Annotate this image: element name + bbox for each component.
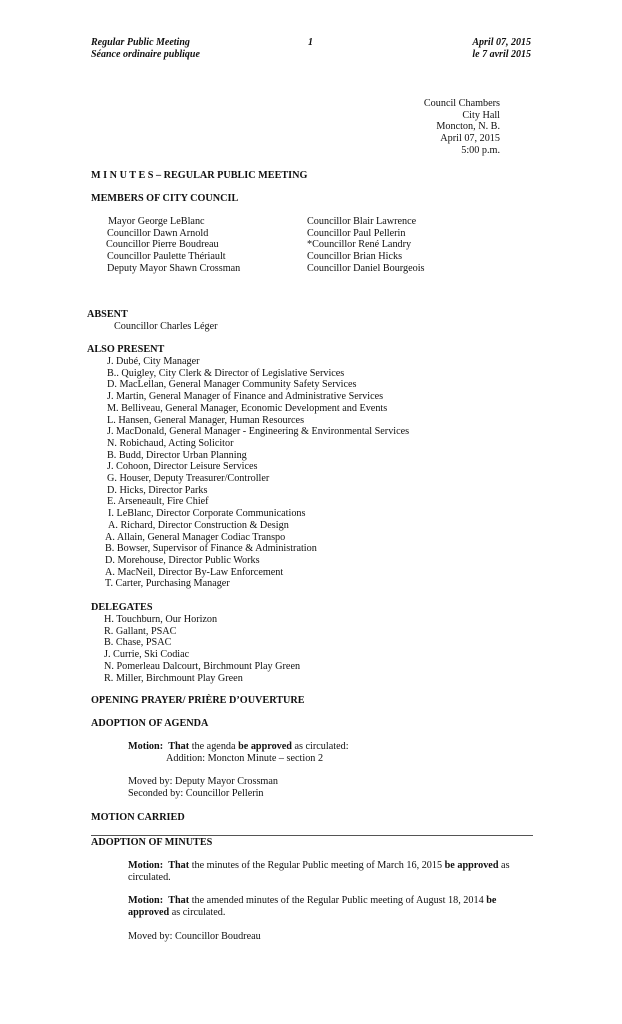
- staff-name: D. Morehouse, Director Public Works: [105, 554, 260, 566]
- member-name: Councillor Daniel Bourgeois: [307, 262, 425, 274]
- staff-name: T. Carter, Purchasing Manager: [105, 578, 230, 590]
- motion-bold: be approved: [128, 895, 497, 918]
- motion-bold: be approved: [444, 860, 499, 871]
- motion-text-tail: as circulated:: [291, 741, 349, 752]
- also-present-heading: ALSO PRESENT: [87, 344, 165, 355]
- section-divider: [91, 835, 533, 836]
- staff-name: I. LeBlanc, Director Corporate Communications: [108, 508, 306, 520]
- staff-name: J. Martin, General Manager of Finance and Administrative Services: [107, 391, 384, 403]
- delegate-name: N. Pomerleau Dalcourt, Birchmount Play Green: [104, 660, 301, 672]
- staff-name: M. Belliveau, General Manager, Economic Development and Events: [107, 402, 388, 414]
- member-name: *Councillor René Landry: [307, 239, 412, 251]
- header-date-fr: le 7 avril 2015: [472, 49, 531, 60]
- address-line: City Hall: [462, 109, 500, 121]
- motion-that: That: [168, 860, 190, 871]
- motion-text: the minutes of the Regular Public meeting of March 16, 2015: [189, 860, 445, 871]
- staff-name: J. MacDonald, General Manager - Engineering & Environmental Services: [107, 426, 410, 438]
- motion-text-tail: as circulated.: [169, 907, 226, 918]
- staff-name: E. Arseneault, Fire Chief: [107, 496, 209, 508]
- member-name: Deputy Mayor Shawn Crossman: [107, 262, 241, 274]
- staff-name: D. MacLellan, General Manager Community Safety Services: [107, 379, 357, 391]
- address-block: [424, 98, 500, 157]
- agenda-moved-by: Moved by: Deputy Mayor Crossman: [128, 776, 278, 787]
- members-heading: MEMBERS OF CITY COUNCIL: [91, 193, 239, 204]
- address-line: April 07, 2015: [440, 133, 500, 145]
- delegates-list: [104, 614, 300, 684]
- staff-name: B. Budd, Director Urban Planning: [107, 449, 247, 461]
- motion-bold: be approved: [238, 741, 292, 752]
- staff-name: B. Bowser, Supervisor of Finance & Administration: [105, 543, 317, 555]
- header-meeting-title-fr: Séance ordinaire publique: [91, 49, 200, 60]
- member-name: Mayor George LeBlanc: [108, 216, 205, 227]
- minutes-moved-by: Moved by: Councillor Boudreau: [128, 931, 261, 942]
- minutes-heading: ADOPTION OF MINUTES: [91, 837, 213, 848]
- staff-name: J. Cohoon, Director Leisure Services: [107, 461, 258, 473]
- agenda-heading: ADOPTION OF AGENDA: [91, 718, 209, 729]
- motion-text-tail: as circulated.: [128, 860, 510, 883]
- member-name: Councillor Paulette Thériault: [107, 251, 226, 263]
- header-meeting-title: Regular Public Meeting: [91, 37, 190, 48]
- motion-carried: MOTION CARRIED: [91, 812, 185, 823]
- also-present-list: [104, 356, 409, 590]
- members-left-list: [106, 216, 240, 275]
- member-name: Councillor Brian Hicks: [307, 251, 403, 263]
- staff-name: L. Hansen, General Manager, Human Resources: [107, 414, 305, 426]
- absent-heading: ABSENT: [87, 309, 128, 320]
- address-line: Moncton, N. B.: [436, 121, 500, 133]
- delegates-heading: DELEGATES: [91, 602, 153, 613]
- minutes-motion-1: [128, 860, 533, 884]
- delegate-name: R. Miller, Birchmount Play Green: [104, 672, 243, 684]
- staff-name: A. Allain, General Manager Codiac Transpo: [105, 531, 286, 543]
- staff-name: J. Dubé, City Manager: [107, 356, 200, 367]
- delegate-name: R. Gallant, PSAC: [104, 625, 177, 637]
- minutes-motion-2: [128, 895, 518, 919]
- delegate-name: J. Currie, Ski Codiac: [104, 649, 190, 661]
- motion-that: That: [168, 741, 190, 752]
- members-right-list: [307, 216, 425, 275]
- delegate-name: B. Chase, PSAC: [104, 637, 172, 649]
- agenda-addition: Addition: Moncton Minute – section 2: [166, 753, 324, 764]
- document-title: M I N U T E S – REGULAR PUBLIC MEETING: [91, 170, 308, 181]
- motion-that: That: [168, 895, 190, 906]
- staff-name: A. MacNeil, Director By-Law Enforcement: [105, 566, 284, 578]
- motion-label: Motion:: [128, 860, 164, 871]
- motion-text: the agenda: [189, 741, 239, 752]
- member-name: Councillor Pierre Boudreau: [106, 239, 219, 251]
- address-line: 5:00 p.m.: [461, 144, 500, 156]
- member-name: Councillor Paul Pellerin: [307, 227, 406, 239]
- agenda-motion: [128, 741, 349, 753]
- staff-name: G. Houser, Deputy Treasurer/Controller: [107, 473, 270, 485]
- opening-prayer-heading: OPENING PRAYER/ PRIÈRE D’OUVERTURE: [91, 695, 305, 706]
- header-date: April 07, 2015: [472, 37, 531, 48]
- address-line: Council Chambers: [423, 98, 500, 109]
- motion-label: Motion:: [128, 895, 164, 906]
- staff-name: D. Hicks, Director Parks: [107, 484, 208, 496]
- motion-label: Motion:: [128, 741, 164, 752]
- staff-name: A. Richard, Director Construction & Design: [108, 519, 289, 531]
- page-number: 1: [308, 37, 313, 48]
- delegate-name: H. Touchburn, Our Horizon: [104, 614, 218, 625]
- motion-text: the amended minutes of the Regular Public meeting of August 18, 2014: [189, 895, 487, 906]
- agenda-seconded-by: Seconded by: Councillor Pellerin: [128, 788, 264, 799]
- absent-name: Councillor Charles Léger: [114, 321, 218, 332]
- member-name: Councillor Dawn Arnold: [107, 227, 209, 239]
- member-name: Councillor Blair Lawrence: [307, 216, 417, 227]
- staff-name: N. Robichaud, Acting Solicitor: [107, 437, 234, 449]
- staff-name: B.. Quigley, City Clerk & Director of Legislative Services: [107, 367, 345, 379]
